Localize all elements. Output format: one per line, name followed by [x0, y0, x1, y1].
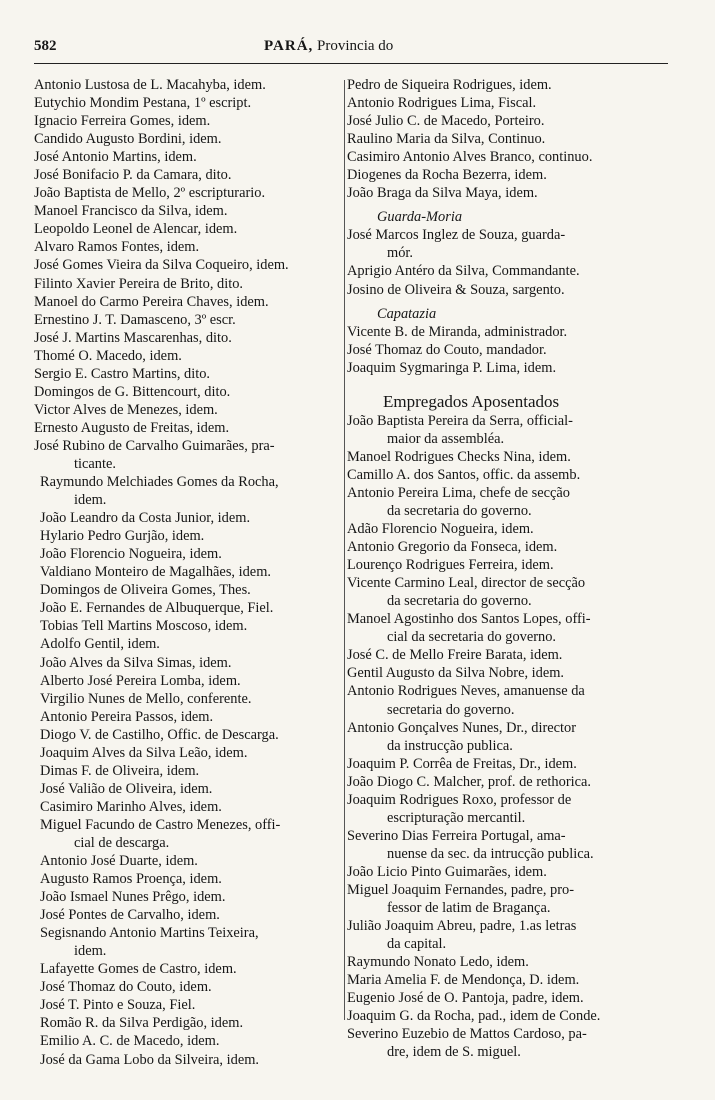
entry-line: José Gomes Vieira da Silva Coqueiro, idem.	[34, 257, 289, 274]
running-title-sub: Provincia do	[313, 38, 394, 54]
entry-line: Eugenio José de O. Pantoja, padre, idem.	[347, 990, 584, 1007]
entry-line: Ernesto Augusto de Freitas, idem.	[34, 419, 230, 436]
entry-line: Emilio A. C. de Macedo, idem.	[40, 1033, 220, 1050]
entry-line: Antonio Gregorio da Fonseca, idem.	[347, 539, 558, 556]
entry-line: Dimas F. de Oliveira, idem.	[40, 762, 200, 779]
entry-line: Domingos de G. Bittencourt, dito.	[34, 383, 231, 400]
entry-line: Adolfo Gentil, idem.	[40, 636, 160, 653]
entry-line: José Valião de Oliveira, idem.	[40, 780, 213, 797]
entry-continuation: ticante.	[74, 455, 116, 472]
entry-continuation: da secretaria do governo.	[387, 502, 532, 519]
entry-line: José J. Martins Mascarenhas, dito.	[34, 329, 232, 346]
entry-line: Antonio Rodrigues Neves, amanuense da	[347, 683, 585, 700]
left-column	[34, 76, 344, 1069]
entry-line: Hylario Pedro Gurjão, idem.	[40, 528, 205, 545]
entry-line: José Thomaz do Couto, mandador.	[347, 341, 547, 358]
entry-line: Eutychio Mondim Pestana, 1º escript.	[34, 95, 252, 112]
entry-line: Romão R. da Silva Perdigão, idem.	[40, 1015, 244, 1032]
entry-line: Joaquim Rodrigues Roxo, professor de	[347, 791, 572, 808]
header-rule	[34, 63, 668, 64]
entry-line: Vicente Carmino Leal, director de secção	[347, 575, 586, 592]
entry-line: Segisnando Antonio Martins Teixeira,	[40, 925, 259, 942]
entry-line: Antonio Lustosa de L. Macahyba, idem.	[34, 77, 266, 93]
entry-line: José Julio C. de Macedo, Porteiro.	[347, 113, 545, 130]
entry-line: Raymundo Melchiades Gomes da Rocha,	[40, 474, 279, 491]
entry-line: Raymundo Nonato Ledo, idem.	[347, 954, 529, 971]
entry-line: Vicente B. de Miranda, administrador.	[347, 323, 568, 340]
entry-continuation: cial da secretaria do governo.	[387, 629, 557, 646]
entry-line: Camillo A. dos Santos, offic. da assemb.	[347, 466, 581, 483]
entry-line: Tobias Tell Martins Moscoso, idem.	[40, 618, 248, 635]
entry-line: Manoel Rodrigues Checks Nina, idem.	[347, 448, 571, 465]
entry-line: Alvaro Ramos Fontes, idem.	[34, 239, 200, 256]
entry-continuation: mór.	[387, 245, 413, 262]
section-heading: Empregados Aposentados	[383, 391, 560, 411]
entry-line: João Diogo C. Malcher, prof. de rethorica.	[347, 773, 591, 790]
entry-line: Alberto José Pereira Lomba, idem.	[40, 672, 241, 689]
entry-line: Sergio E. Castro Martins, dito.	[34, 365, 211, 382]
entry-continuation: idem.	[74, 943, 107, 960]
entry-line: Ernestino J. T. Damasceno, 3º escr.	[34, 311, 236, 328]
entry-line: Miguel Facundo de Castro Menezes, offi-	[40, 816, 281, 833]
entry-line: José Rubino de Carvalho Guimarães, pra-	[34, 437, 275, 454]
column-divider	[344, 80, 345, 1020]
entry-continuation: secretaria do governo.	[387, 701, 515, 718]
entry-line: Miguel Joaquim Fernandes, padre, pro-	[347, 881, 574, 898]
entry-line: Antonio Pereira Lima, chefe de secção	[347, 484, 570, 501]
entry-line: Manoel Francisco da Silva, idem.	[34, 203, 228, 220]
entry-line: Casimiro Antonio Alves Branco, continuo.	[347, 149, 593, 166]
entry-line: Joaquim Sygmaringa P. Lima, idem.	[347, 359, 557, 376]
entry-line: Antonio José Duarte, idem.	[40, 853, 198, 870]
entry-line: Pedro de Siqueira Rodrigues, idem.	[347, 77, 552, 93]
entry-line: Virgilio Nunes de Mello, conferente.	[40, 690, 252, 707]
entry-line: João Ismael Nunes Prêgo, idem.	[40, 889, 226, 906]
entry-line: Aprigio Antéro da Silva, Commandante.	[347, 263, 580, 280]
entry-line: Filinto Xavier Pereira de Brito, dito.	[34, 275, 244, 292]
entry-continuation: fessor de latim de Bragança.	[387, 900, 551, 917]
entry-line: João Licio Pinto Guimarães, idem.	[347, 863, 547, 880]
entry-continuation: idem.	[74, 492, 107, 509]
entry-line: João Braga da Silva Maya, idem.	[347, 185, 538, 202]
entry-line: Victor Alves de Menezes, idem.	[34, 401, 218, 418]
entry-continuation: dre, idem de S. miguel.	[387, 1044, 521, 1061]
entry-line: José Antonio Martins, idem.	[34, 149, 197, 166]
entry-line: Thomé O. Macedo, idem.	[34, 347, 182, 364]
page-number: 582	[34, 38, 57, 54]
entry-continuation: da secretaria do governo.	[387, 593, 532, 610]
running-title	[264, 38, 393, 55]
entry-line: Julião Joaquim Abreu, padre, 1.as letras	[347, 918, 577, 935]
entry-line: João Florencio Nogueira, idem.	[40, 546, 222, 563]
entry-line: Josino de Oliveira & Souza, sargento.	[347, 281, 565, 298]
entry-line: Leopoldo Leonel de Alencar, idem.	[34, 221, 238, 238]
section-heading: Capatazia	[377, 305, 437, 322]
entry-line: José Marcos Inglez de Souza, guarda-	[347, 227, 566, 244]
entry-line: Severino Euzebio de Mattos Cardoso, pa-	[347, 1026, 587, 1043]
entry-line: Raulino Maria da Silva, Continuo.	[347, 131, 546, 148]
entry-line: Lafayette Gomes de Castro, idem.	[40, 961, 237, 978]
entry-line: Gentil Augusto da Silva Nobre, idem.	[347, 665, 565, 682]
entry-line: José C. de Mello Freire Barata, idem.	[347, 647, 563, 664]
entry-line: João Baptista de Mello, 2º escripturario.	[34, 185, 266, 202]
entry-line: Ignacio Ferreira Gomes, idem.	[34, 113, 211, 130]
entry-line: Joaquim Alves da Silva Leão, idem.	[40, 744, 248, 761]
entry-line: Antonio Rodrigues Lima, Fiscal.	[347, 95, 537, 112]
entry-line: Casimiro Marinho Alves, idem.	[40, 798, 222, 815]
entry-line: Diogo V. de Castilho, Offic. de Descarga.	[40, 726, 279, 743]
entry-line: Antonio Pereira Passos, idem.	[40, 708, 214, 725]
section-heading: Guarda-Moria	[377, 209, 463, 226]
entry-continuation: da instrucção publica.	[387, 737, 513, 754]
entry-line: João Baptista Pereira da Serra, official-	[347, 412, 573, 429]
spacer	[347, 377, 670, 387]
page-header	[34, 38, 664, 60]
entry-continuation: da capital.	[387, 936, 447, 953]
entry-line: Lourenço Rodrigues Ferreira, idem.	[347, 557, 554, 574]
entry-continuation: nuense da sec. da intrucção publica.	[387, 845, 594, 862]
right-column	[347, 76, 670, 1061]
entry-line: João Leandro da Costa Junior, idem.	[40, 510, 251, 527]
entry-line: Antonio Gonçalves Nunes, Dr., director	[347, 719, 576, 736]
entry-line: José T. Pinto e Souza, Fiel.	[40, 997, 196, 1014]
entry-line: José da Gama Lobo da Silveira, idem.	[40, 1051, 260, 1068]
entry-line: Domingos de Oliveira Gomes, Thes.	[40, 582, 251, 599]
entry-line: João Alves da Silva Simas, idem.	[40, 654, 232, 671]
entry-continuation: escripturação mercantil.	[387, 809, 526, 826]
entry-line: José Bonifacio P. da Camara, dito.	[34, 167, 232, 184]
entry-line: José Pontes de Carvalho, idem.	[40, 907, 220, 924]
entry-line: Candido Augusto Bordini, idem.	[34, 131, 222, 148]
entry-continuation: cial de descarga.	[74, 834, 170, 851]
entry-line: Manoel Agostinho dos Santos Lopes, offi-	[347, 611, 591, 628]
entry-line: João E. Fernandes de Albuquerque, Fiel.	[40, 600, 274, 617]
entry-line: Severino Dias Ferreira Portugal, ama-	[347, 827, 566, 844]
entry-line: Diogenes da Rocha Bezerra, idem.	[347, 167, 547, 184]
entry-line: José Thomaz do Couto, idem.	[40, 979, 212, 996]
entry-continuation: maior da assembléa.	[387, 430, 505, 447]
entry-line: Manoel do Carmo Pereira Chaves, idem.	[34, 293, 269, 310]
entry-line: Valdiano Monteiro de Magalhães, idem.	[40, 564, 271, 581]
entry-line: Joaquim P. Corrêa de Freitas, Dr., idem.	[347, 755, 577, 772]
entry-line: Maria Amelia F. de Mendonça, D. idem.	[347, 972, 580, 989]
running-title-main: PARÁ,	[264, 38, 314, 54]
entry-line: Adão Florencio Nogueira, idem.	[347, 521, 534, 538]
entry-line: Joaquim G. da Rocha, pad., idem de Conde.	[347, 1008, 601, 1025]
entry-line: Augusto Ramos Proença, idem.	[40, 871, 222, 888]
